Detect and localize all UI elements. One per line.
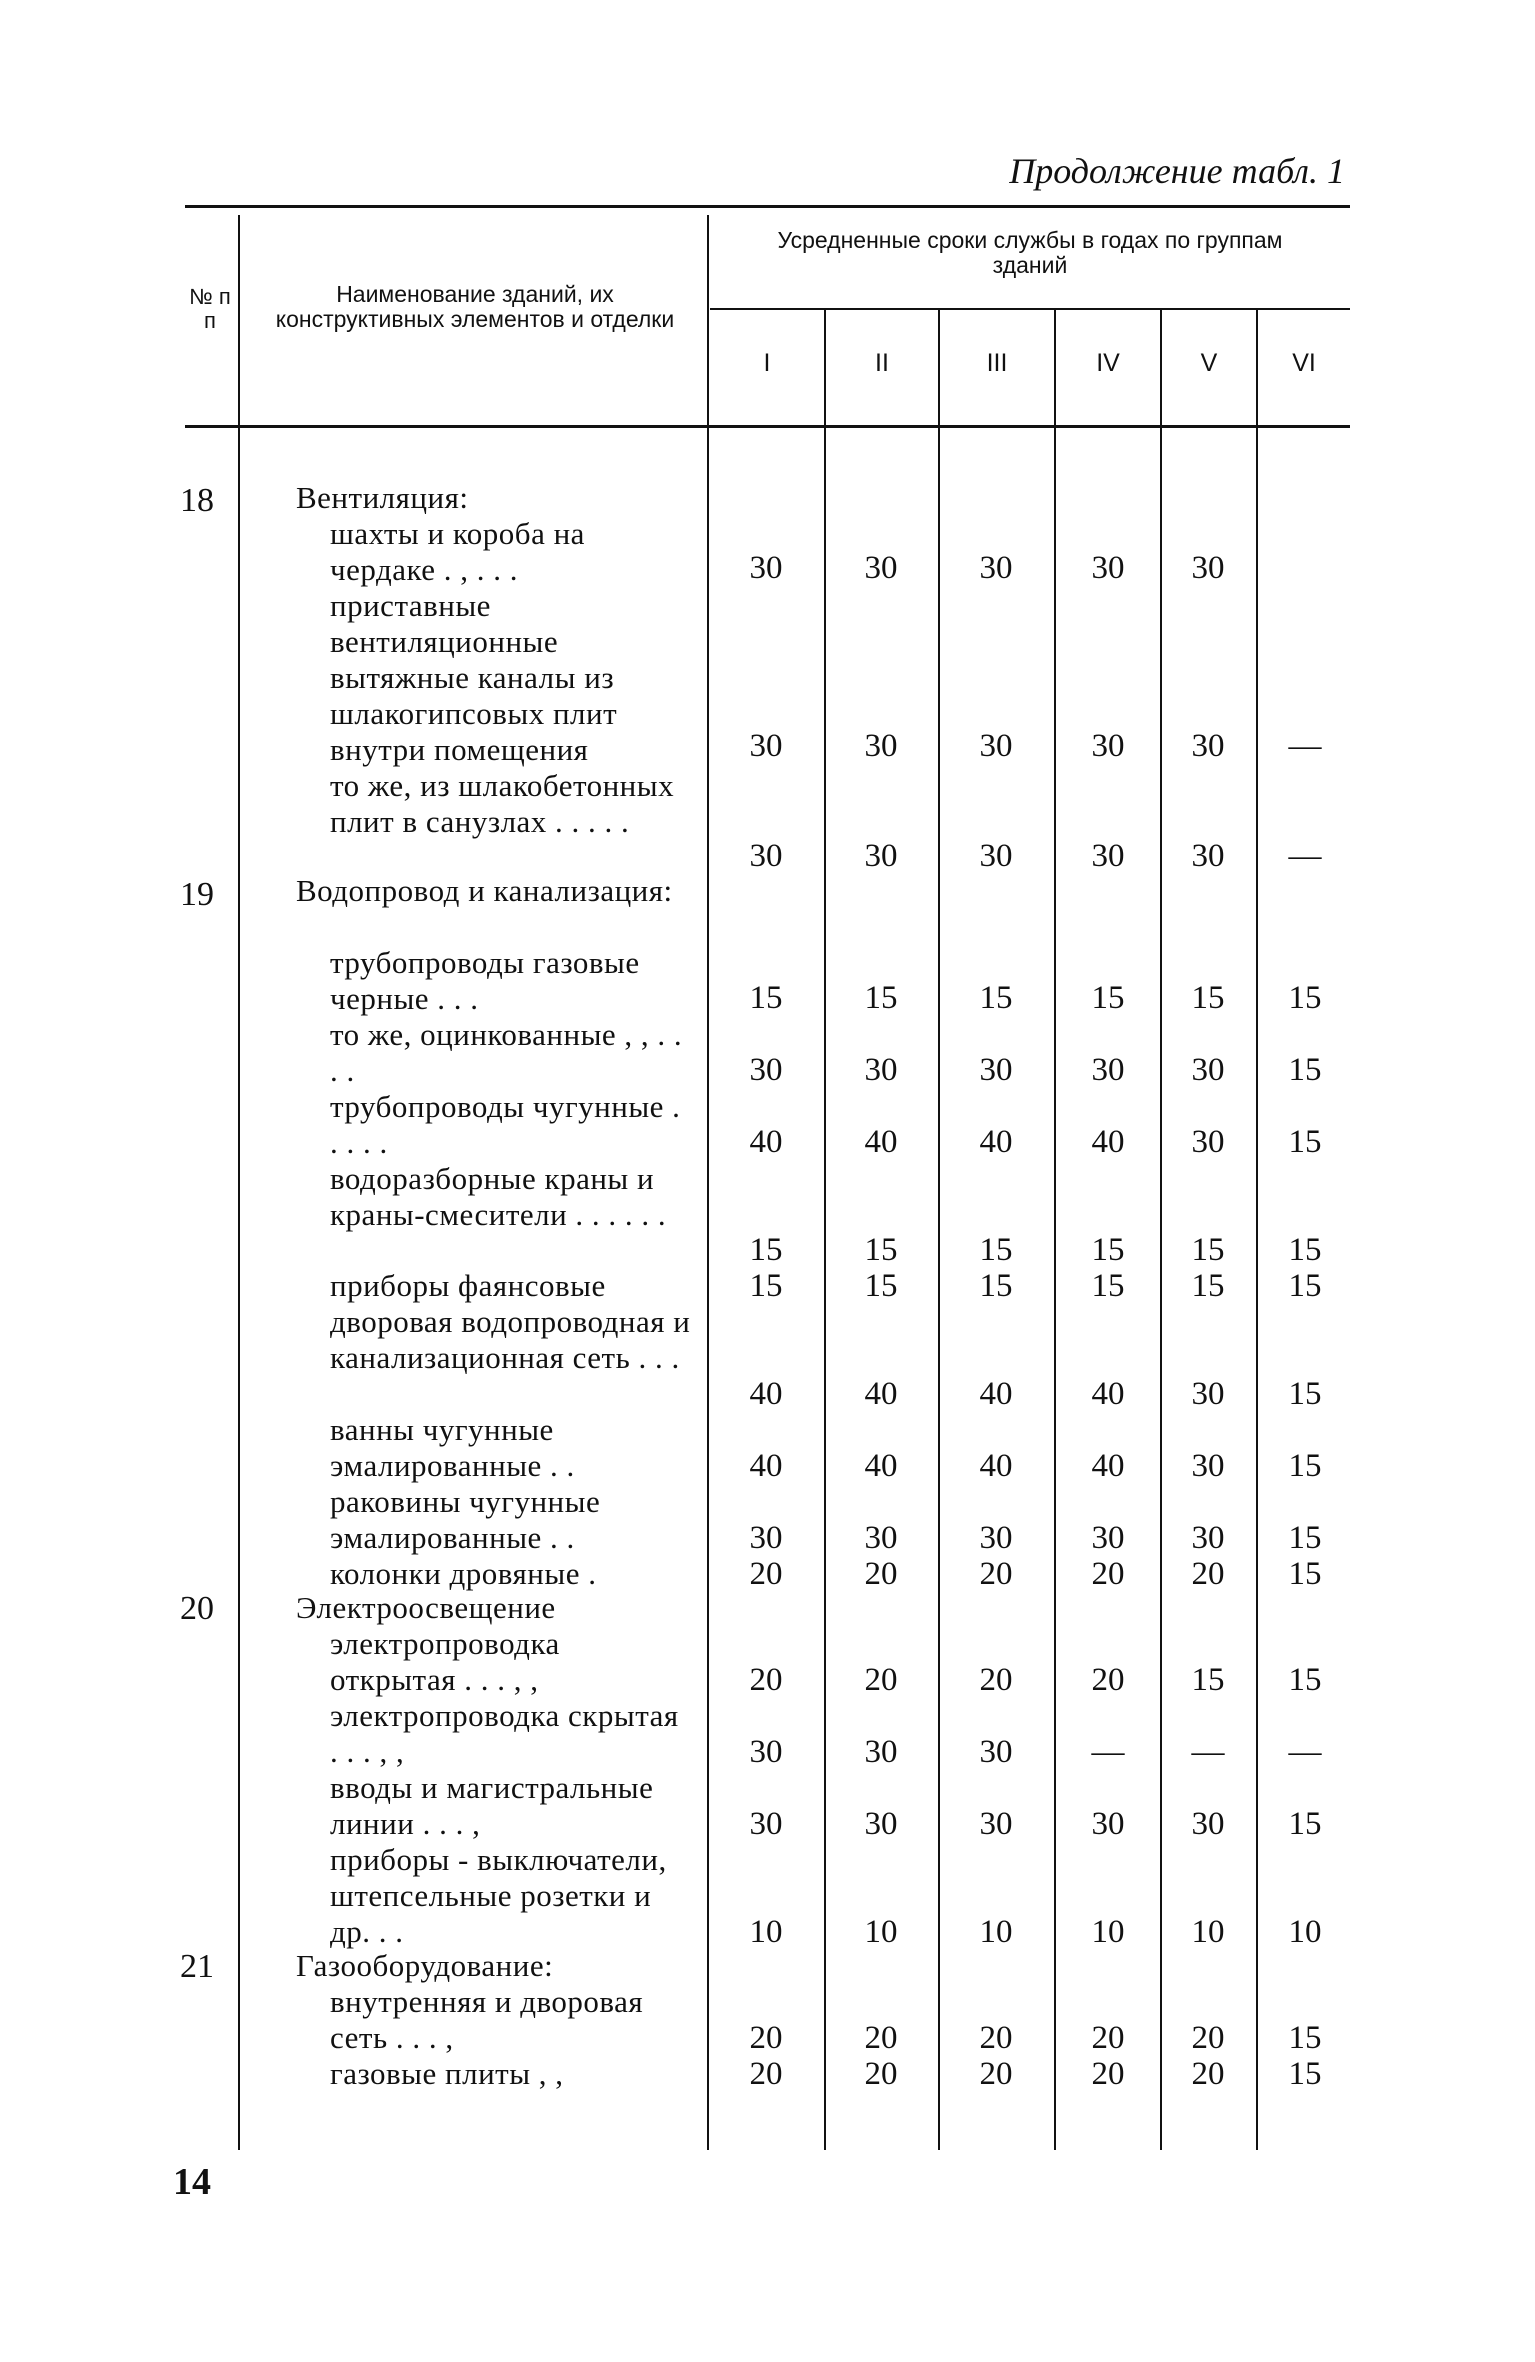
value-cell: 15: [1288, 1124, 1322, 1160]
row-label: дворовая водопроводная и канализационная сеть . . .: [330, 1304, 691, 1375]
value-cell: 15: [1288, 1448, 1322, 1484]
value-cell: 30: [979, 1520, 1013, 1556]
group-header-rule: [710, 308, 1350, 310]
value-cell: 10: [1091, 1914, 1125, 1950]
value-cell: 30: [749, 1052, 783, 1088]
value-cell: 15: [864, 1268, 898, 1304]
value-cell: 30: [749, 1806, 783, 1842]
header-bottom-rule: [185, 425, 1350, 428]
value-cell: 30: [979, 1734, 1013, 1770]
value-cell: 30: [1091, 1052, 1125, 1088]
row-label: трубопроводы чугунные . . . . .: [330, 1089, 681, 1160]
value-cell: 30: [1091, 1520, 1125, 1556]
value-cell: 15: [749, 980, 783, 1016]
value-cell: 15: [1091, 1268, 1125, 1304]
value-cell: 15: [1288, 1520, 1322, 1556]
value-cell: 30: [1191, 1520, 1225, 1556]
value-cell: 30: [1191, 838, 1225, 874]
value-cell: 20: [864, 2020, 898, 2056]
row-label: шахты и короба на чердаке . , . . .: [330, 516, 585, 587]
value-cell: 40: [979, 1124, 1013, 1160]
header-group-I: I: [763, 349, 771, 377]
value-cell: 20: [749, 1556, 783, 1592]
value-cell: 40: [1091, 1448, 1125, 1484]
value-cell: 15: [1288, 2056, 1322, 2092]
value-cell: 30: [979, 838, 1013, 874]
value-cell: 40: [749, 1448, 783, 1484]
section-number: 20: [180, 1590, 214, 1627]
section-number: 21: [180, 1948, 214, 1985]
header-num: № п п: [189, 284, 231, 334]
value-cell: 15: [979, 980, 1013, 1016]
header-group-V: V: [1200, 349, 1218, 377]
value-cell: 30: [979, 1806, 1013, 1842]
value-cell: —: [1191, 1734, 1225, 1770]
value-cell: 30: [979, 550, 1013, 586]
col-divider-name: [707, 215, 709, 2150]
row-label: электропроводка открытая . . . , ,: [330, 1626, 560, 1697]
value-cell: 30: [749, 838, 783, 874]
value-cell: —: [1288, 728, 1322, 764]
row-label: внутренняя и дворовая сеть . . . ,: [330, 1984, 644, 2055]
value-cell: 30: [864, 838, 898, 874]
value-cell: —: [1288, 838, 1322, 874]
value-cell: 15: [1288, 1806, 1322, 1842]
value-cell: —: [1288, 1734, 1322, 1770]
header-group-VI: VI: [1292, 349, 1316, 377]
value-cell: 15: [1288, 1268, 1322, 1304]
value-cell: 30: [1191, 1376, 1225, 1412]
value-cell: 30: [979, 1052, 1013, 1088]
value-cell: 30: [749, 550, 783, 586]
value-cell: 30: [1091, 1806, 1125, 1842]
row-label: приборы - выключатели, штепсельные розетки и др. . .: [330, 1842, 667, 1949]
value-cell: 15: [1288, 1232, 1322, 1268]
value-cell: 15: [749, 1268, 783, 1304]
value-cell: 40: [979, 1376, 1013, 1412]
value-cell: 30: [749, 1520, 783, 1556]
value-cell: 20: [1091, 2020, 1125, 2056]
value-cell: 30: [1191, 550, 1225, 586]
value-cell: 15: [749, 1232, 783, 1268]
value-cell: 15: [979, 1232, 1013, 1268]
value-cell: 15: [1288, 2020, 1322, 2056]
value-cell: 30: [864, 1734, 898, 1770]
value-cell: 10: [979, 1914, 1013, 1950]
value-cell: 30: [1091, 728, 1125, 764]
value-cell: 10: [864, 1914, 898, 1950]
value-cell: 15: [1288, 1662, 1322, 1698]
value-cell: 20: [1191, 2056, 1225, 2092]
value-cell: 10: [749, 1914, 783, 1950]
value-cell: 15: [1191, 1268, 1225, 1304]
value-cell: 20: [1191, 2020, 1225, 2056]
value-cell: 15: [1288, 1052, 1322, 1088]
row-label: водоразборные краны и краны-смесители . . . . . .: [330, 1161, 667, 1232]
value-cell: 20: [1191, 1556, 1225, 1592]
value-cell: 30: [749, 1734, 783, 1770]
col-divider-num: [238, 215, 240, 2150]
value-cell: 10: [1191, 1914, 1225, 1950]
row-label: вводы и магистральные линии . . . ,: [330, 1770, 654, 1841]
value-cell: 30: [1191, 1124, 1225, 1160]
value-cell: 20: [1091, 1662, 1125, 1698]
value-cell: 20: [979, 1662, 1013, 1698]
row-label: трубопроводы газовые черные . . .: [330, 945, 640, 1016]
header-group-title: Усредненные сроки службы в годах по группам зданий: [777, 227, 1283, 279]
section-number: 19: [180, 876, 214, 913]
value-cell: 30: [1091, 550, 1125, 586]
value-cell: 15: [864, 980, 898, 1016]
value-cell: 30: [1191, 728, 1225, 764]
value-cell: 20: [864, 1662, 898, 1698]
table-caption: Продолжение табл. 1: [1009, 151, 1345, 191]
header-name: Наименование зданий, их конструктивных элементов и отделки: [275, 281, 675, 333]
section-title: Электроосвещение: [296, 1590, 556, 1625]
page-number: 14: [173, 2161, 211, 2203]
value-cell: 30: [1191, 1448, 1225, 1484]
section-title: Водопровод и канализация:: [296, 873, 673, 908]
value-cell: 20: [979, 2020, 1013, 2056]
row-label: то же, из шлакобетонных плит в санузлах . . . . .: [330, 768, 675, 839]
row-label: ванны чугунные эмалированные . .: [330, 1412, 575, 1483]
value-cell: 40: [1091, 1124, 1125, 1160]
value-cell: 40: [749, 1124, 783, 1160]
value-cell: 40: [1091, 1376, 1125, 1412]
value-cell: 20: [864, 1556, 898, 1592]
value-cell: 40: [979, 1448, 1013, 1484]
header-group-III: III: [986, 349, 1008, 377]
value-cell: 30: [979, 728, 1013, 764]
value-cell: 20: [979, 2056, 1013, 2092]
table-top-rule: [185, 205, 1350, 208]
value-cell: 15: [1288, 1376, 1322, 1412]
col-divider-1: [824, 310, 826, 2150]
value-cell: —: [1091, 1734, 1125, 1770]
col-divider-4: [1160, 310, 1162, 2150]
value-cell: 10: [1288, 1914, 1322, 1950]
value-cell: 30: [1191, 1052, 1225, 1088]
value-cell: 15: [1091, 980, 1125, 1016]
value-cell: 15: [1288, 980, 1322, 1016]
section-title: Газооборудование:: [296, 1948, 554, 1983]
value-cell: 30: [864, 1520, 898, 1556]
value-cell: 15: [1288, 1556, 1322, 1592]
value-cell: 20: [1091, 2056, 1125, 2092]
value-cell: 20: [749, 2020, 783, 2056]
row-label: приборы фаянсовые: [330, 1268, 606, 1303]
value-cell: 30: [749, 728, 783, 764]
value-cell: 30: [1091, 838, 1125, 874]
header-group-II: II: [875, 349, 889, 377]
header-group-IV: IV: [1096, 349, 1120, 377]
value-cell: 20: [749, 1662, 783, 1698]
section-number: 18: [180, 482, 214, 519]
value-cell: 20: [749, 2056, 783, 2092]
value-cell: 15: [864, 1232, 898, 1268]
value-cell: 15: [1191, 1232, 1225, 1268]
value-cell: 15: [979, 1268, 1013, 1304]
row-label: то же, оцинкованные , , . . . .: [330, 1017, 683, 1088]
value-cell: 30: [864, 550, 898, 586]
value-cell: 20: [979, 1556, 1013, 1592]
section-title: Вентиляция:: [296, 480, 469, 515]
row-label: электропроводка скрытая . . . , ,: [330, 1698, 679, 1769]
value-cell: 20: [864, 2056, 898, 2092]
value-cell: 40: [864, 1448, 898, 1484]
value-cell: 30: [864, 1806, 898, 1842]
col-divider-3: [1054, 310, 1056, 2150]
col-divider-5: [1256, 310, 1258, 2150]
row-label: раковины чугунные эмалированные . .: [330, 1484, 601, 1555]
row-label: приставные вентиляционные вытяжные каналы из шлакогипсовых плит внутри помещения: [330, 588, 618, 767]
value-cell: 30: [864, 728, 898, 764]
value-cell: 40: [864, 1376, 898, 1412]
value-cell: 30: [1191, 1806, 1225, 1842]
value-cell: 30: [864, 1052, 898, 1088]
value-cell: 20: [1091, 1556, 1125, 1592]
col-divider-2: [938, 310, 940, 2150]
row-label: колонки дровяные .: [330, 1556, 597, 1591]
value-cell: 15: [1091, 1232, 1125, 1268]
value-cell: 40: [864, 1124, 898, 1160]
value-cell: 15: [1191, 1662, 1225, 1698]
row-label: газовые плиты , ,: [330, 2056, 564, 2091]
value-cell: 15: [1191, 980, 1225, 1016]
value-cell: 40: [749, 1376, 783, 1412]
